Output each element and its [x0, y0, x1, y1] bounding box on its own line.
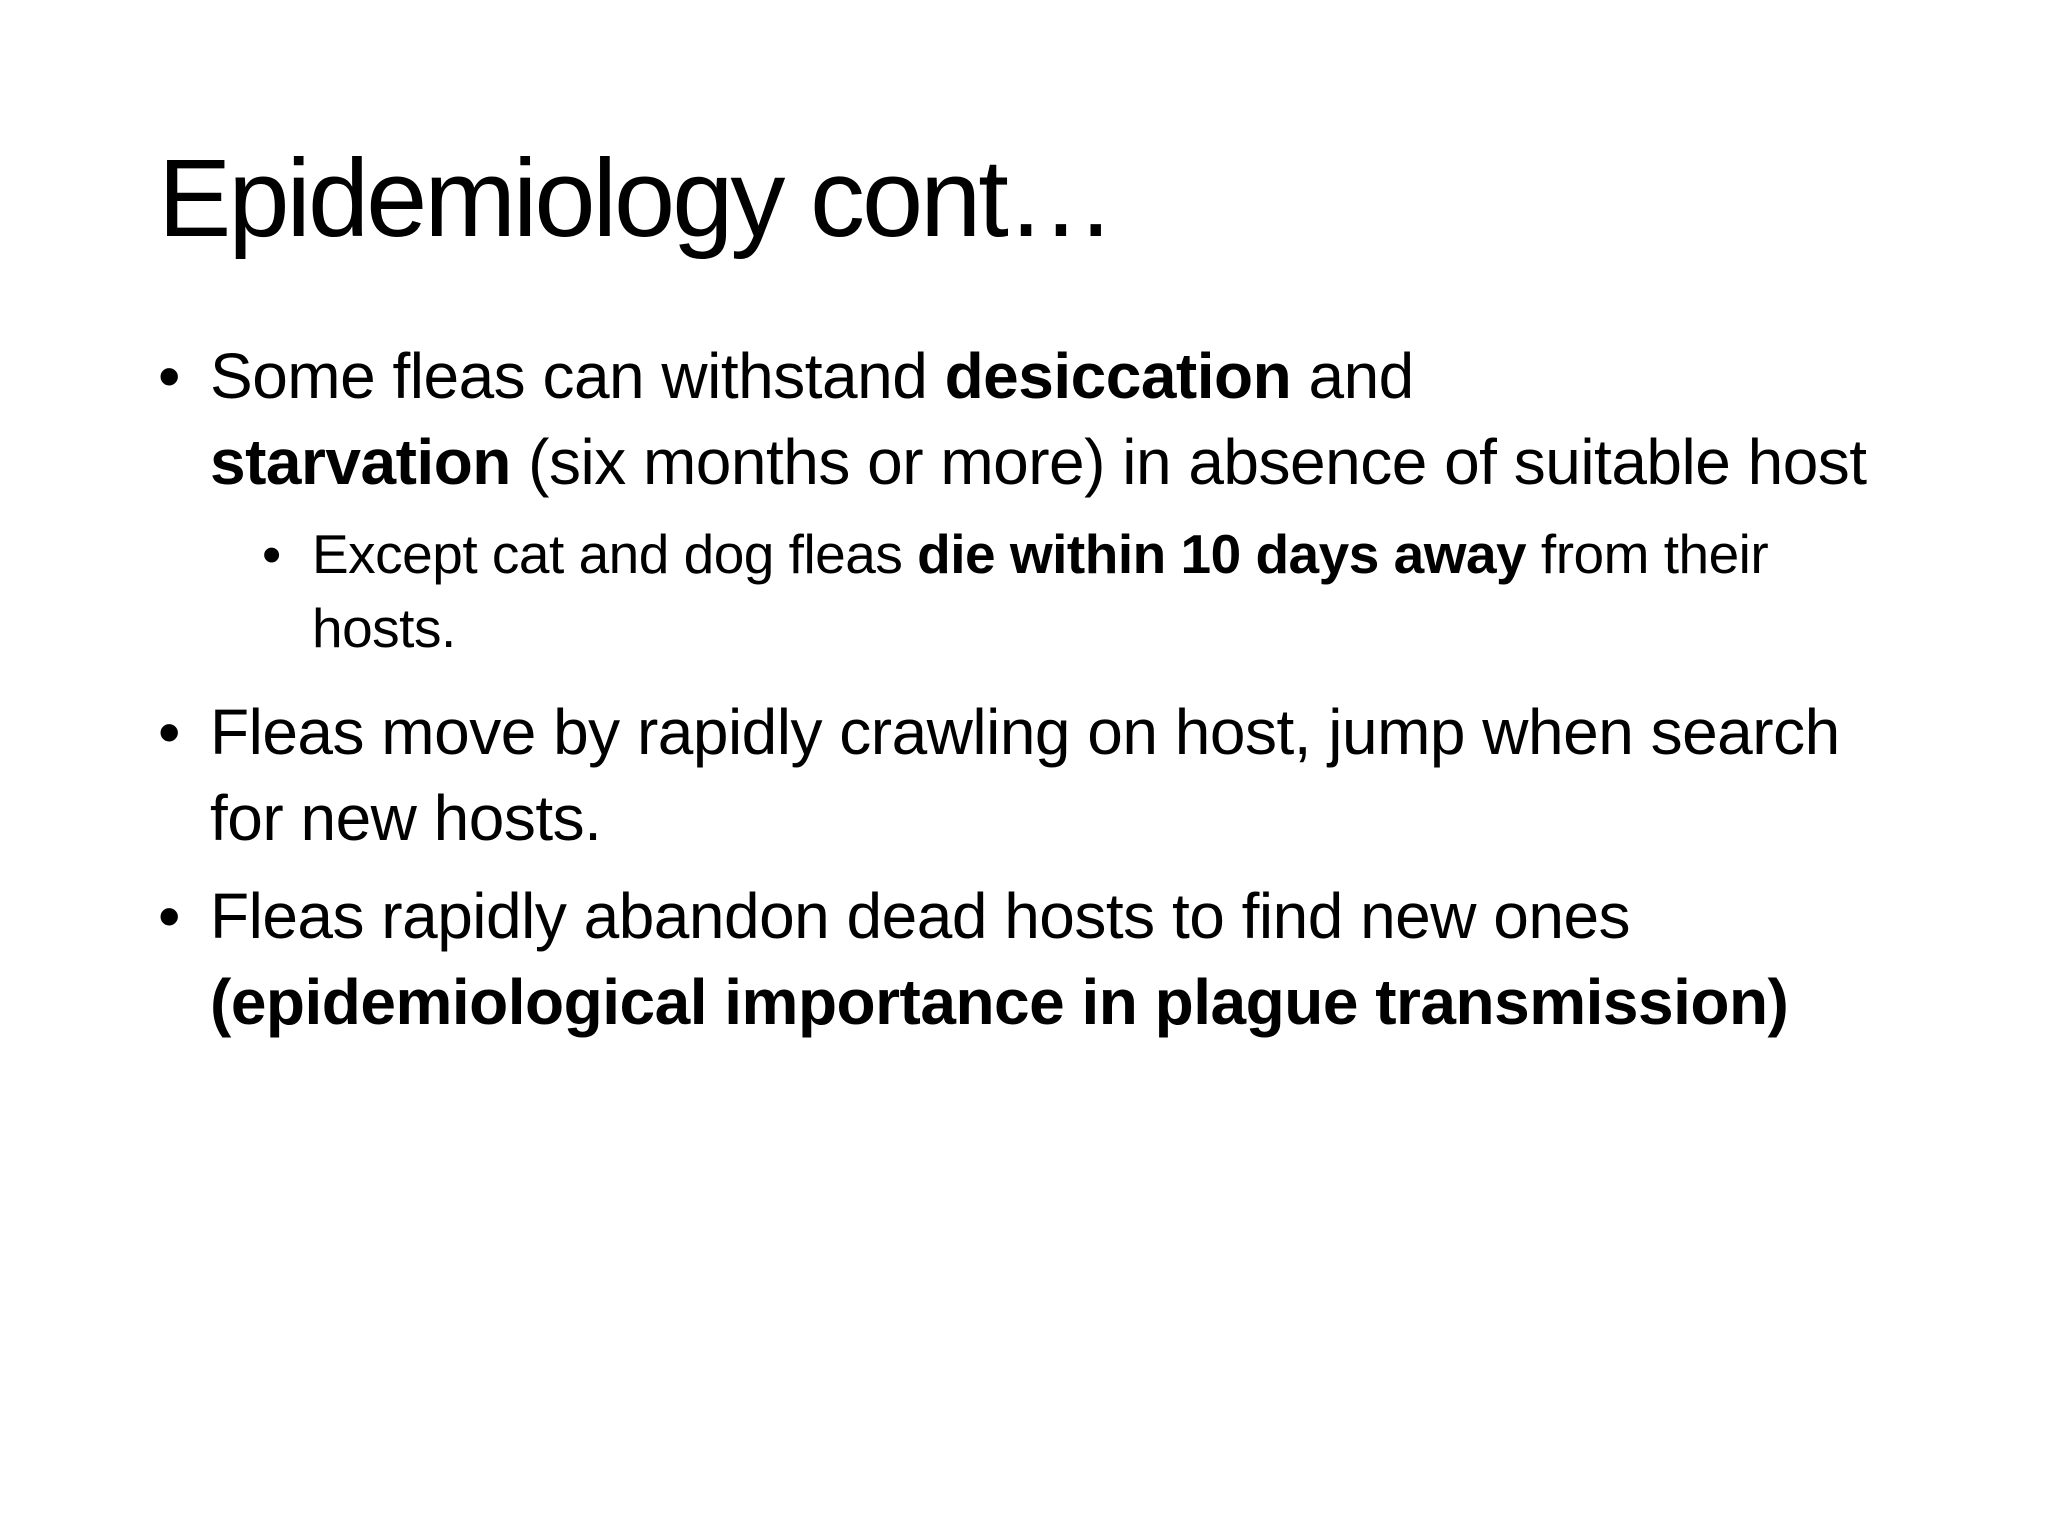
bullet-text: and — [1291, 340, 1414, 412]
bullet-bold-term: die within 10 days away — [917, 523, 1527, 585]
bullet-text: Some fleas can withstand — [210, 340, 945, 412]
bullet-bold-term: (epidemiological importance in plague transmission) — [210, 966, 1789, 1038]
sub-bullet-cat-dog-fleas — [262, 517, 1918, 665]
bullet-marker: • — [262, 523, 281, 585]
bullet-text: Except cat and dog fleas — [312, 523, 918, 585]
bullet-abandon-dead-hosts — [158, 873, 1918, 1045]
bullet-desiccation — [158, 333, 1918, 505]
slide-body — [158, 333, 1918, 1057]
bullet-marker: • — [158, 696, 180, 768]
slide-title: Epidemiology cont… — [158, 137, 1113, 260]
bullet-marker: • — [158, 880, 180, 952]
bullet-text: from their hosts. — [312, 523, 1769, 659]
bullet-bold-term: desiccation — [944, 340, 1292, 412]
bullet-text: Fleas move by rapidly crawling on host, jump when search for new hosts. — [210, 696, 1840, 854]
bullet-text: (six months or more) in absence of suitable host — [510, 426, 1867, 498]
bullet-bold-term: starvation — [210, 426, 511, 498]
bullet-marker: • — [158, 340, 180, 412]
bullet-text: Fleas rapidly abandon dead hosts to find new ones — [210, 880, 1631, 952]
bullet-flea-movement — [158, 689, 1918, 861]
